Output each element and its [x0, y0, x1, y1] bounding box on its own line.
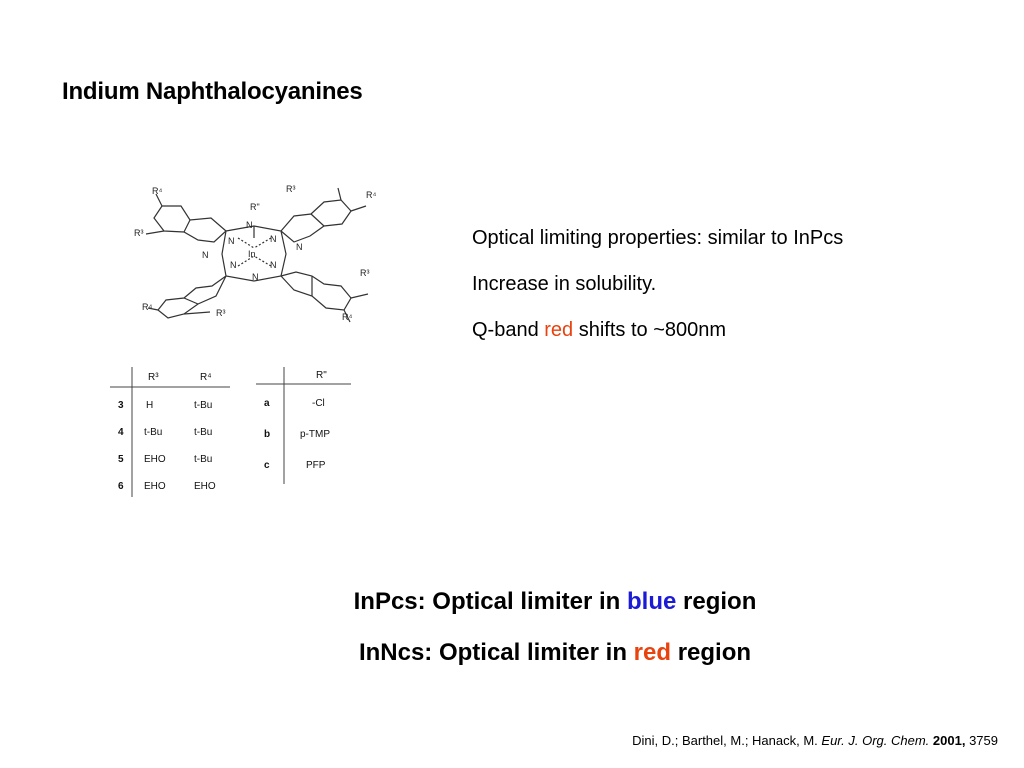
table-cell-axial: p-TMP [300, 429, 330, 440]
table-row-id: 3 [118, 400, 124, 411]
table-row-id: a [264, 398, 270, 409]
table-row-id: 4 [118, 427, 124, 438]
nitrogen-label: N [270, 234, 277, 244]
table-cell-r3: H [146, 400, 154, 411]
naphthalocyanine-structure [126, 176, 386, 326]
nitrogen-label: N [270, 260, 277, 270]
table-header-r3: R³ [148, 372, 159, 383]
nitrogen-label: N [252, 272, 259, 282]
slide-title: Indium Naphthalocyanines [62, 78, 363, 105]
substituent-table-r3-r4 [110, 362, 240, 502]
r4-label: R⁴ [142, 302, 153, 312]
nitrogen-label: N [296, 242, 303, 252]
table-header-axial: R" [316, 370, 327, 381]
property-list [472, 215, 843, 353]
property-line: Optical limiting properties: similar to InPcs [472, 227, 844, 249]
r3-label: R³ [360, 268, 370, 278]
table-cell-r3: EHO [144, 481, 166, 492]
r4-label: R⁴ [366, 190, 377, 200]
table-cell-r3: EHO [144, 454, 166, 465]
conclusion-text: region [671, 639, 752, 666]
table-header-r4: R⁴ [200, 372, 212, 383]
axial-ligand-label: R" [250, 202, 260, 212]
table-row-id: b [264, 429, 271, 440]
property-line [472, 307, 843, 353]
substituent-table-axial [256, 362, 366, 492]
conclusion-inncs [0, 639, 1024, 667]
table-cell-r4: t-Bu [194, 454, 213, 465]
red-highlight: red [633, 639, 672, 666]
table-cell-r4: EHO [194, 481, 216, 492]
table-cell-r3: t-Bu [144, 427, 163, 438]
citation-journal: Eur. J. Org. Chem. [821, 733, 930, 748]
citation-authors: Dini, D.; Barthel, M.; Hanack, M. [632, 733, 822, 748]
table-cell-axial: -Cl [312, 398, 325, 409]
conclusion-inpcs [0, 588, 1024, 616]
property-text: Q-band [472, 319, 545, 341]
conclusion-text: InPcs: Optical limiter in [353, 588, 628, 615]
r3-label: R³ [216, 308, 226, 318]
nitrogen-label: N [228, 236, 235, 246]
metal-label: In [248, 249, 256, 259]
citation-year: 2001, [929, 733, 966, 748]
r4-label: R⁴ [152, 186, 163, 196]
table-row-id: c [264, 460, 270, 471]
property-text: shifts to ~800nm [573, 319, 727, 341]
citation-pages: 3759 [965, 733, 998, 748]
table-row-id: 6 [118, 481, 124, 492]
r3-label: R³ [286, 184, 296, 194]
conclusion-text: InNcs: Optical limiter in [358, 639, 634, 666]
table-cell-r4: t-Bu [194, 427, 213, 438]
table-row-id: 5 [118, 454, 124, 465]
red-highlight: red [544, 319, 574, 341]
r4-label: R⁴ [342, 312, 353, 322]
citation [632, 733, 998, 748]
table-cell-r4: t-Bu [194, 400, 213, 411]
nitrogen-label: N [202, 250, 209, 260]
blue-highlight: blue [627, 588, 677, 615]
conclusion-text: region [676, 588, 757, 615]
nitrogen-label: N [230, 260, 237, 270]
r3-label: R³ [134, 228, 144, 238]
nitrogen-label: N [246, 220, 253, 230]
table-cell-axial: PFP [306, 460, 326, 471]
property-line: Increase in solubility. [472, 273, 657, 295]
